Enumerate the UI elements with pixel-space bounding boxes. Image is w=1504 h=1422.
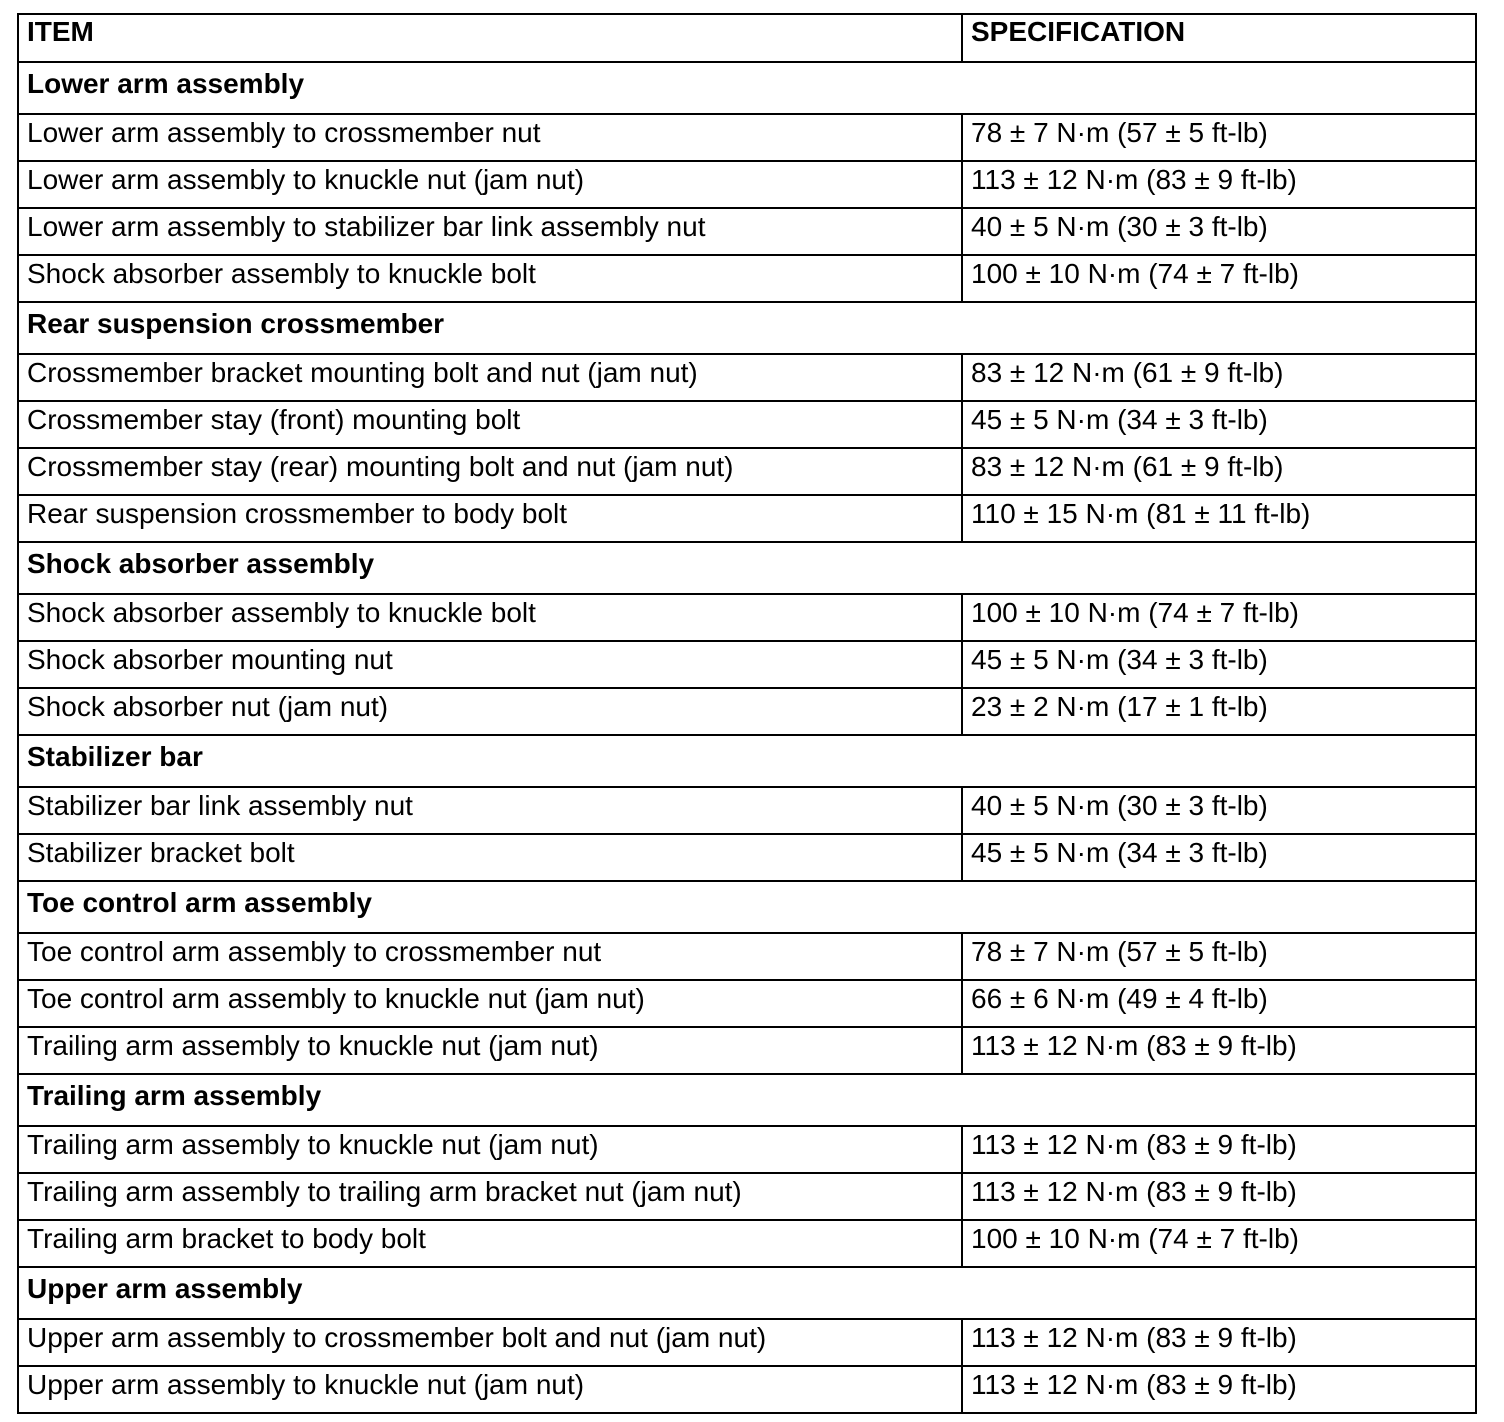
specification-cell: 100 ± 10 N·m (74 ± 7 ft-lb)	[962, 255, 1476, 302]
specification-column-header: SPECIFICATION	[962, 14, 1476, 62]
item-cell: Trailing arm assembly to knuckle nut (jam nut)	[18, 1126, 962, 1173]
item-cell: Shock absorber nut (jam nut)	[18, 688, 962, 735]
section-row	[18, 62, 1476, 114]
table-row	[18, 1173, 1476, 1220]
table-row	[18, 688, 1476, 735]
item-cell: Toe control arm assembly to knuckle nut (jam nut)	[18, 980, 962, 1027]
specification-cell: 113 ± 12 N·m (83 ± 9 ft-lb)	[962, 1366, 1476, 1413]
table-row	[18, 401, 1476, 448]
specification-cell: 78 ± 7 N·m (57 ± 5 ft-lb)	[962, 114, 1476, 161]
specification-cell: 113 ± 12 N·m (83 ± 9 ft-lb)	[962, 1027, 1476, 1074]
specification-cell: 45 ± 5 N·m (34 ± 3 ft-lb)	[962, 401, 1476, 448]
specification-cell: 45 ± 5 N·m (34 ± 3 ft-lb)	[962, 641, 1476, 688]
table-row	[18, 641, 1476, 688]
table-row	[18, 1366, 1476, 1413]
table-row	[18, 495, 1476, 542]
item-cell: Crossmember stay (front) mounting bolt	[18, 401, 962, 448]
section-row	[18, 881, 1476, 933]
specification-cell: 40 ± 5 N·m (30 ± 3 ft-lb)	[962, 787, 1476, 834]
item-cell: Lower arm assembly to crossmember nut	[18, 114, 962, 161]
specification-cell: 113 ± 12 N·m (83 ± 9 ft-lb)	[962, 161, 1476, 208]
table-body	[18, 62, 1476, 1413]
table-row	[18, 933, 1476, 980]
item-cell: Stabilizer bar link assembly nut	[18, 787, 962, 834]
specification-cell: 83 ± 12 N·m (61 ± 9 ft-lb)	[962, 354, 1476, 401]
item-cell: Trailing arm bracket to body bolt	[18, 1220, 962, 1267]
specification-cell: 45 ± 5 N·m (34 ± 3 ft-lb)	[962, 834, 1476, 881]
section-title: Rear suspension crossmember	[18, 302, 1476, 354]
header-row	[18, 14, 1476, 62]
section-row	[18, 542, 1476, 594]
specification-cell: 66 ± 6 N·m (49 ± 4 ft-lb)	[962, 980, 1476, 1027]
item-cell: Rear suspension crossmember to body bolt	[18, 495, 962, 542]
item-cell: Shock absorber mounting nut	[18, 641, 962, 688]
item-cell: Lower arm assembly to knuckle nut (jam nut)	[18, 161, 962, 208]
table-row	[18, 354, 1476, 401]
item-cell: Toe control arm assembly to crossmember nut	[18, 933, 962, 980]
specification-cell: 113 ± 12 N·m (83 ± 9 ft-lb)	[962, 1319, 1476, 1366]
section-title: Toe control arm assembly	[18, 881, 1476, 933]
section-title: Stabilizer bar	[18, 735, 1476, 787]
table-row	[18, 1220, 1476, 1267]
specification-cell: 40 ± 5 N·m (30 ± 3 ft-lb)	[962, 208, 1476, 255]
table-row	[18, 1319, 1476, 1366]
item-cell: Upper arm assembly to crossmember bolt and nut (jam nut)	[18, 1319, 962, 1366]
item-column-header: ITEM	[18, 14, 962, 62]
specification-cell: 83 ± 12 N·m (61 ± 9 ft-lb)	[962, 448, 1476, 495]
item-cell: Upper arm assembly to knuckle nut (jam nut)	[18, 1366, 962, 1413]
section-row	[18, 735, 1476, 787]
item-cell: Trailing arm assembly to trailing arm bracket nut (jam nut)	[18, 1173, 962, 1220]
specification-cell: 100 ± 10 N·m (74 ± 7 ft-lb)	[962, 594, 1476, 641]
table-row	[18, 1126, 1476, 1173]
table-row	[18, 208, 1476, 255]
section-title: Shock absorber assembly	[18, 542, 1476, 594]
item-cell: Trailing arm assembly to knuckle nut (jam nut)	[18, 1027, 962, 1074]
section-title: Upper arm assembly	[18, 1267, 1476, 1319]
table-row	[18, 114, 1476, 161]
item-cell: Crossmember stay (rear) mounting bolt and nut (jam nut)	[18, 448, 962, 495]
item-cell: Shock absorber assembly to knuckle bolt	[18, 255, 962, 302]
section-row	[18, 1074, 1476, 1126]
table-row	[18, 980, 1476, 1027]
table-row	[18, 1027, 1476, 1074]
section-title: Lower arm assembly	[18, 62, 1476, 114]
table-row	[18, 787, 1476, 834]
item-cell: Shock absorber assembly to knuckle bolt	[18, 594, 962, 641]
item-cell: Crossmember bracket mounting bolt and nut (jam nut)	[18, 354, 962, 401]
table-row	[18, 161, 1476, 208]
table-row	[18, 255, 1476, 302]
table-row	[18, 834, 1476, 881]
torque-spec-table	[17, 13, 1477, 1414]
specification-cell: 100 ± 10 N·m (74 ± 7 ft-lb)	[962, 1220, 1476, 1267]
specification-cell: 113 ± 12 N·m (83 ± 9 ft-lb)	[962, 1173, 1476, 1220]
table-row	[18, 448, 1476, 495]
specification-cell: 110 ± 15 N·m (81 ± 11 ft-lb)	[962, 495, 1476, 542]
specification-cell: 23 ± 2 N·m (17 ± 1 ft-lb)	[962, 688, 1476, 735]
table-row	[18, 594, 1476, 641]
specification-cell: 78 ± 7 N·m (57 ± 5 ft-lb)	[962, 933, 1476, 980]
item-cell: Stabilizer bracket bolt	[18, 834, 962, 881]
item-cell: Lower arm assembly to stabilizer bar link assembly nut	[18, 208, 962, 255]
section-title: Trailing arm assembly	[18, 1074, 1476, 1126]
section-row	[18, 302, 1476, 354]
section-row	[18, 1267, 1476, 1319]
specification-cell: 113 ± 12 N·m (83 ± 9 ft-lb)	[962, 1126, 1476, 1173]
